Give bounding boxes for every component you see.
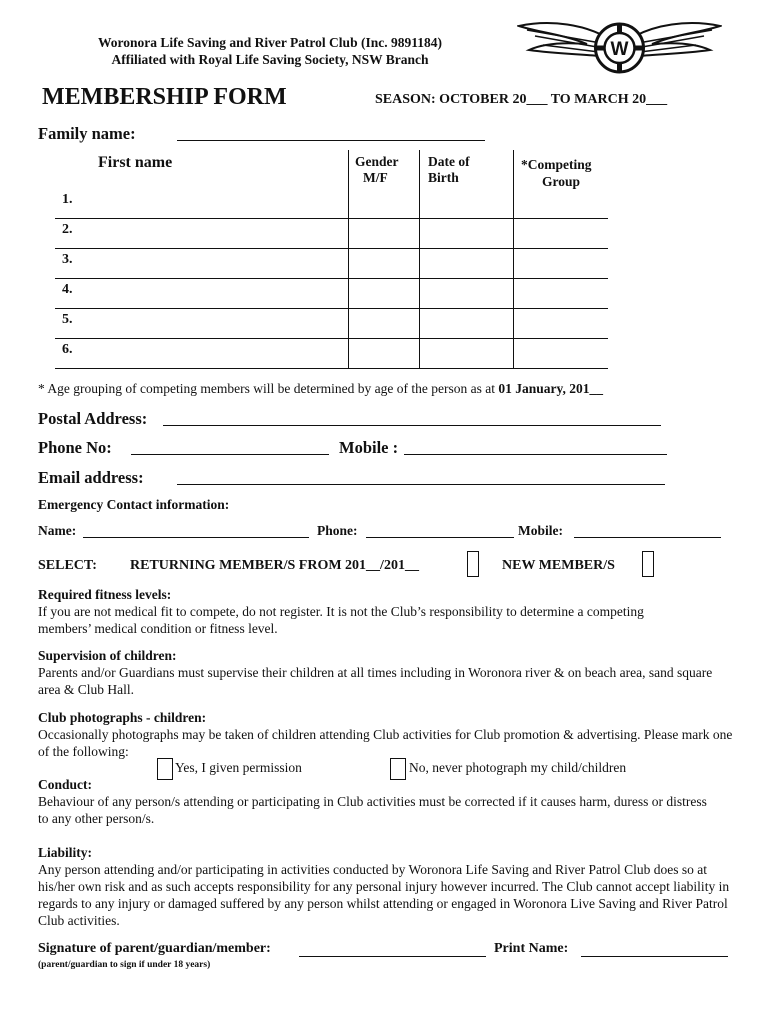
member-row-number: 3. — [62, 252, 73, 267]
new-member-checkbox[interactable] — [642, 551, 654, 577]
col-group: *Competing — [521, 157, 592, 172]
signature-note: (parent/guardian to sign if under 18 years) — [38, 960, 211, 970]
col-dob-sub: Birth — [428, 170, 459, 185]
club-logo — [517, 14, 722, 84]
member-row-number: 6. — [62, 342, 73, 357]
photo-no-checkbox[interactable] — [390, 758, 406, 780]
mobile-field[interactable] — [404, 454, 667, 455]
em-name-field[interactable] — [83, 537, 309, 538]
col-gender: Gender — [355, 154, 399, 169]
print-name-field[interactable] — [581, 956, 728, 957]
select-label: SELECT: — [38, 558, 97, 573]
returning-checkbox[interactable] — [467, 551, 479, 577]
photos-heading: Club photographs - children: — [38, 710, 207, 725]
table-divider — [513, 150, 514, 369]
photo-yes-checkbox[interactable] — [157, 758, 173, 780]
fitness-text: If you are not medical fit to compete, do not register. It is not the Club’s responsibility to determine a competing members’ medical condition or fitness level. — [38, 604, 644, 636]
fitness-heading: Required fitness levels: — [38, 587, 172, 602]
photo-yes-label: Yes, I given permission — [175, 760, 302, 775]
postal-field[interactable] — [163, 425, 661, 426]
col-first-name: First name — [98, 154, 173, 171]
member-row-line[interactable] — [55, 308, 608, 309]
mobile-label: Mobile : — [339, 438, 399, 457]
family-name-label: Family name: — [38, 124, 136, 143]
photo-no-label: No, never photograph my child/children — [409, 760, 627, 775]
member-row-line[interactable] — [55, 278, 608, 279]
em-mobile-label: Mobile: — [518, 523, 563, 538]
member-row-number: 5. — [62, 312, 73, 327]
returning-label: RETURNING MEMBER/S FROM 201__/201__ — [130, 558, 419, 573]
affiliation: Affiliated with Royal Life Saving Society, NSW Branch — [111, 52, 429, 67]
supervision-heading: Supervision of children: — [38, 648, 177, 663]
member-row-line[interactable] — [55, 248, 608, 249]
col-dob: Date of — [428, 154, 470, 169]
em-mobile-field[interactable] — [574, 537, 721, 538]
table-divider — [348, 150, 349, 369]
col-group-sub: Group — [542, 174, 581, 189]
member-row-number: 1. — [62, 192, 73, 207]
family-name-field[interactable] — [177, 140, 485, 141]
conduct-heading: Conduct: — [38, 777, 93, 792]
phone-label: Phone No: — [38, 438, 112, 457]
club-name: Woronora Life Saving and River Patrol Club (Inc. 9891184) — [98, 35, 442, 50]
em-phone-label: Phone: — [317, 523, 358, 538]
postal-label: Postal Address: — [38, 409, 148, 428]
liability-text: Any person attending and/or participating in activities conducted by Woronora Life Saving and River Patrol Club does so at his/her own risk and as such accepts responsibility for any personal injury however incurred. The Club cannot accept liability in regards to any injury or damaged suffered by any person whilst attending or engaged in Woronora Live Saving and River Patrol Club activities. — [38, 862, 730, 928]
signature-label: Signature of parent/guardian/member: — [38, 941, 271, 956]
signature-field[interactable] — [299, 956, 486, 957]
print-name-label: Print Name: — [494, 941, 569, 956]
emergency-heading: Emergency Contact information: — [38, 497, 230, 512]
table-divider — [419, 150, 420, 369]
member-row-number: 2. — [62, 222, 73, 237]
new-label: NEW MEMBER/S — [502, 558, 615, 573]
member-row-line[interactable] — [55, 338, 608, 339]
col-gender-sub: M/F — [363, 170, 388, 185]
member-row-line[interactable] — [55, 218, 608, 219]
phone-field[interactable] — [131, 454, 329, 455]
age-note: * Age grouping of competing members will be determined by age of the person as at 01 January, 201__ — [38, 381, 604, 396]
supervision-text: Parents and/or Guardians must supervise their children at all times including in Woronora river & on beach area, sand square area & Club Hall. — [38, 665, 713, 697]
conduct-text: Behaviour of any person/s attending or participating in Club activities must be corrected if it causes harm, duress or distress to any other person/s. — [38, 794, 707, 826]
liability-heading: Liability: — [38, 845, 93, 860]
season-line: SEASON: OCTOBER 20___ TO MARCH 20___ — [375, 92, 668, 107]
logo-letter: W — [610, 39, 629, 60]
form-title: MEMBERSHIP FORM — [42, 84, 287, 110]
member-row-number: 4. — [62, 282, 73, 297]
photos-text: Occasionally photographs may be taken of children attending Club activities for Club promotion & advertising. Please mark one of the following: — [38, 727, 733, 759]
em-name-label: Name: — [38, 523, 77, 538]
em-phone-field[interactable] — [366, 537, 514, 538]
email-field[interactable] — [177, 484, 665, 485]
email-label: Email address: — [38, 468, 144, 487]
member-row-line[interactable] — [55, 368, 608, 369]
